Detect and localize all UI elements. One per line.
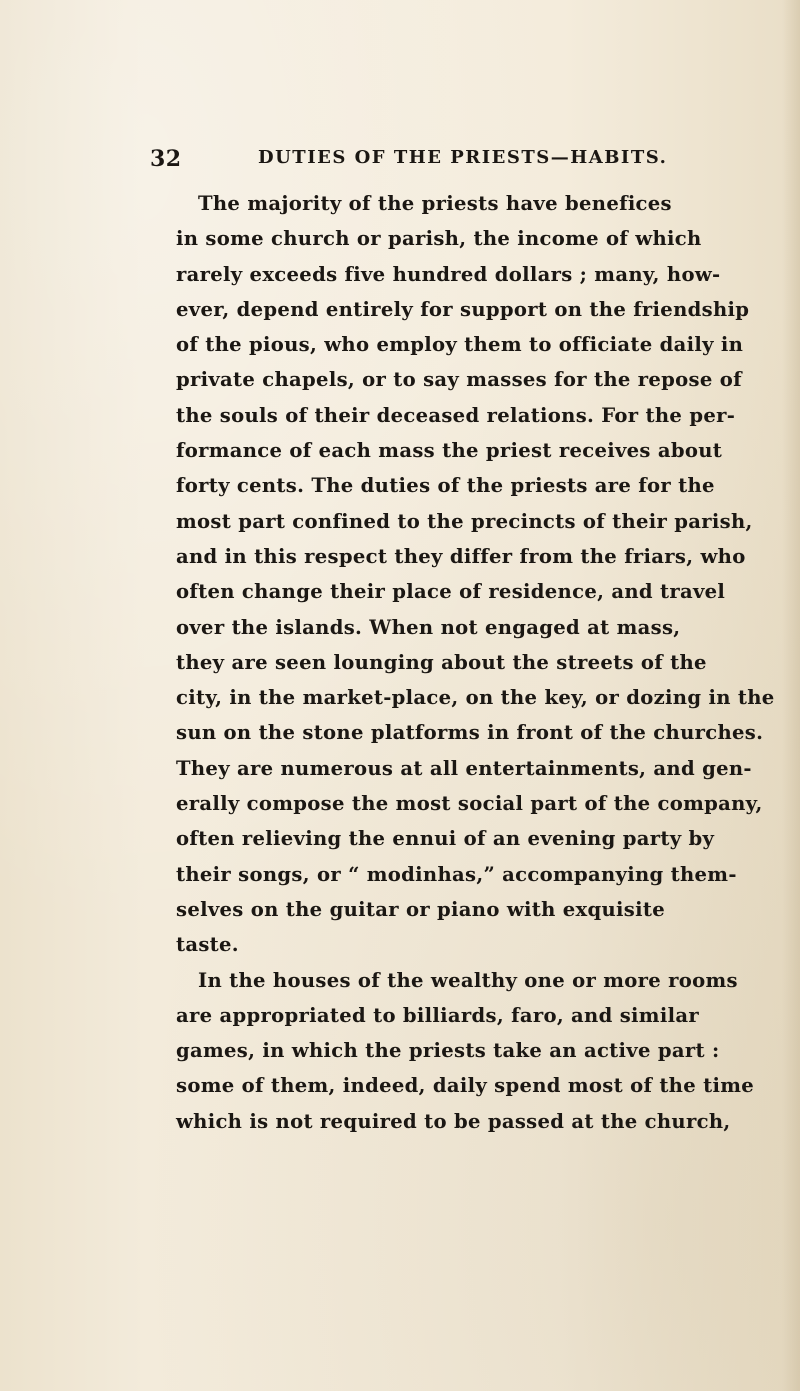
text-line: erally compose the most social part of the company,: [176, 792, 763, 816]
text-line: and in this respect they differ from the friars, who: [176, 544, 746, 568]
text-line: The majority of the priests have benefices: [198, 192, 672, 215]
text-line: of the pious, who employ them to officiate daily in: [176, 333, 744, 357]
running-header: [150, 146, 668, 176]
paragraph-1: [176, 186, 775, 963]
text-line: taste.: [176, 933, 239, 957]
text-line: They are numerous at all entertainments, and gen-: [176, 756, 752, 780]
text-line: ever, depend entirely for support on the friendship: [176, 297, 750, 321]
text-line: games, in which the priests take an active part :: [176, 1039, 720, 1063]
body-text: [176, 186, 775, 1139]
text-line: sun on the stone platforms in front of the churches.: [176, 721, 764, 745]
page-number: 32: [150, 146, 182, 172]
page-edge-shadow: [782, 0, 800, 1391]
paragraph-2: [176, 963, 754, 1139]
text-line: private chapels, or to say masses for the repose of: [176, 368, 742, 392]
text-line: over the islands. When not engaged at mass,: [176, 615, 681, 639]
text-line: they are seen lounging about the streets of the: [176, 650, 707, 674]
text-line: often change their place of residence, and travel: [176, 580, 726, 604]
text-line: rarely exceeds five hundred dollars ; many, how-: [176, 262, 721, 286]
text-line: which is not required to be passed at the church,: [176, 1109, 731, 1133]
text-line: city, in the market-place, on the key, or dozing in the: [176, 686, 775, 710]
text-line: often relieving the ennui of an evening party by: [176, 827, 715, 851]
text-line: are appropriated to billiards, faro, and similar: [176, 1003, 699, 1027]
text-line: selves on the guitar or piano with exquisite: [176, 897, 665, 921]
text-line: some of them, indeed, daily spend most of the time: [176, 1074, 754, 1098]
text-line: formance of each mass the priest receives about: [176, 439, 723, 463]
text-line: the souls of their deceased relations. For the per-: [176, 403, 736, 427]
running-title: DUTIES OF THE PRIESTS—HABITS.: [258, 147, 668, 168]
text-line: forty cents. The duties of the priests are for the: [176, 474, 715, 498]
text-line: in some church or parish, the income of which: [176, 227, 702, 251]
text-line: most part confined to the precincts of their parish,: [176, 509, 753, 533]
text-line: In the houses of the wealthy one or more rooms: [198, 968, 738, 992]
text-line: their songs, or “ modinhas,” accompanying them-: [176, 862, 737, 886]
